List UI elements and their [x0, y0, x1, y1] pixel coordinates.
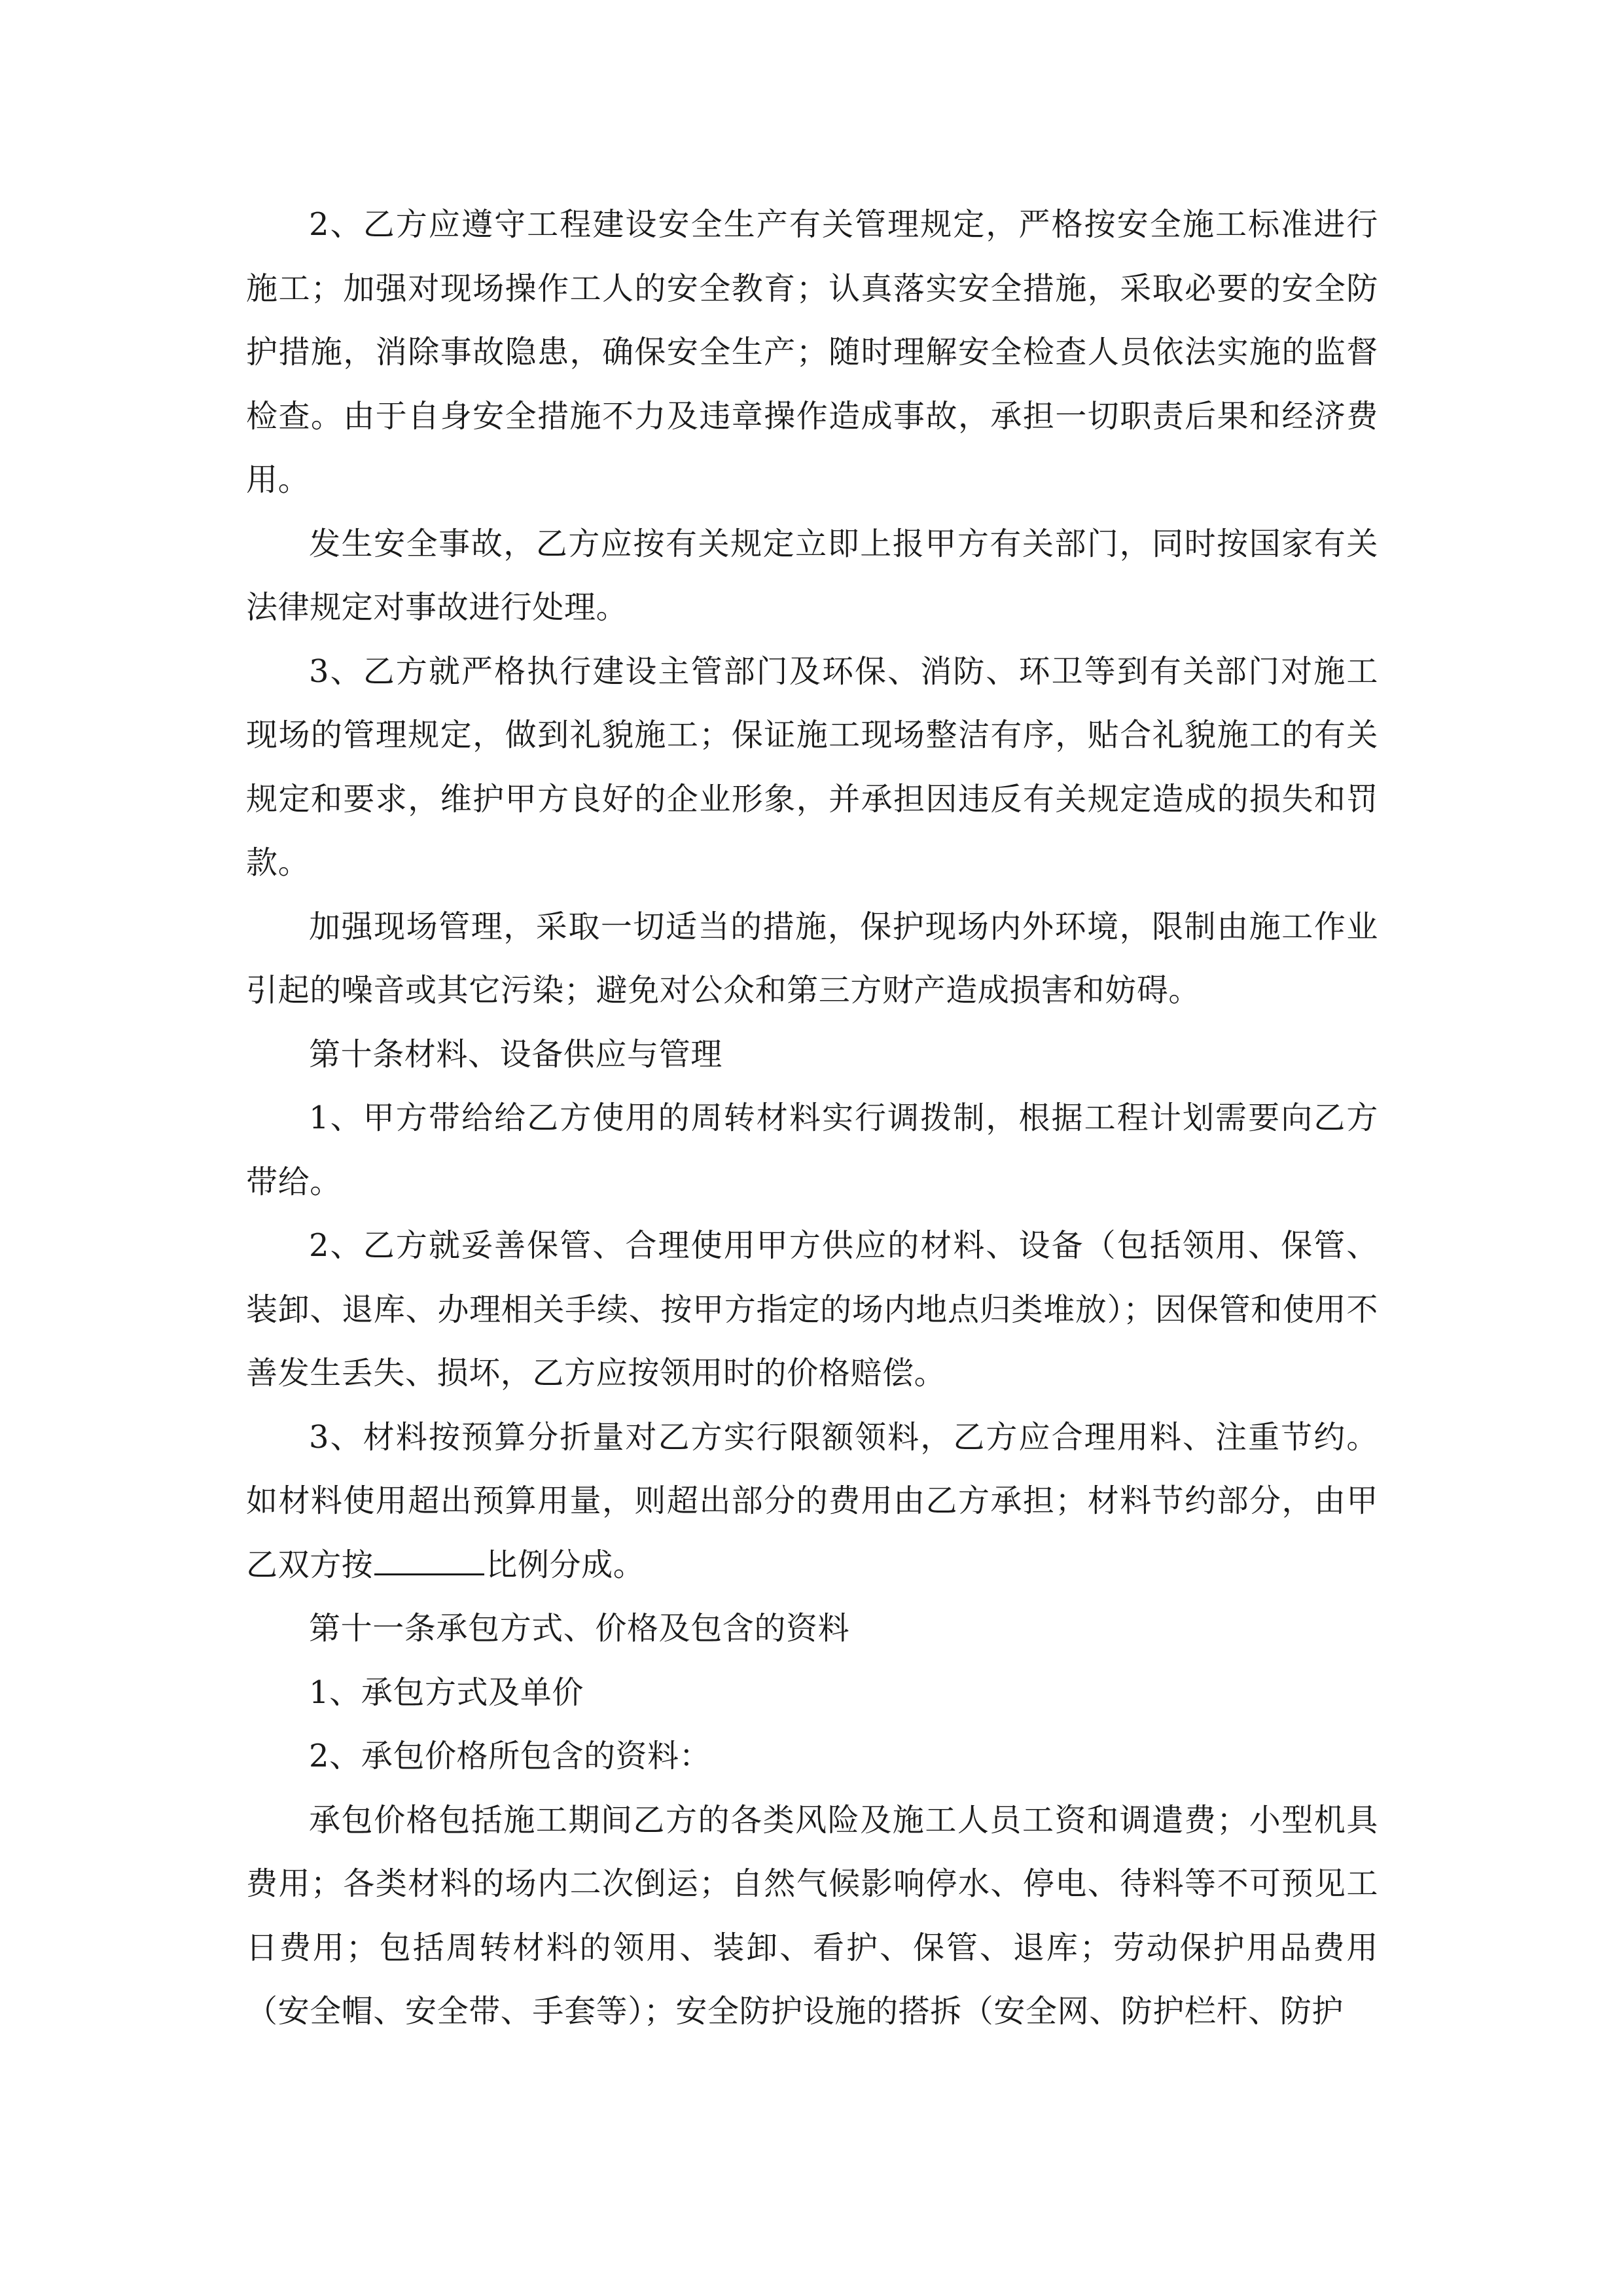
- paragraph-safety-rules: 2、乙方应遵守工程建设安全生产有关管理规定，严格按安全施工标准进行施工；加强对现场操作工人的安全教育；认真落实安全措施，采取必要的安全防护措施，消除事故隐患，确保安全生产；随时理解安全检查人员依法实施的监督检查。由于自身安全措施不力及违章操作造成事故，承担一切职责后果和经济费用。: [246, 206, 1378, 498]
- paragraph-site-management-rules: 3、乙方就严格执行建设主管部门及环保、消防、环卫等到有关部门对施工现场的管理规定，做到礼貌施工；保证施工现场整洁有序，贴合礼貌施工的有关规定和要求，维护甲方良好的企业形象，并承担因违反有关规定造成的损失和罚款。: [246, 653, 1378, 881]
- paragraph-contract-method: 1、承包方式及单价: [309, 1674, 584, 1711]
- paragraph-environment-protection: 加强现场管理，采取一切适当的措施，保护现场内外环境，限制由施工作业引起的噪音或其它污染；避免对公众和第三方财产造成损害和妨碍。: [246, 908, 1378, 1009]
- material-quota-text: 3、材料按预算分折量对乙方实行限额领料，乙方应合理用料、注重节约。如材料使用超出预算用量，则超出部分的费用由乙方承担；材料节约部分，由甲乙双方按: [246, 1418, 1378, 1583]
- paragraph-price-contents-title: 2、承包价格所包含的资料：: [309, 1738, 711, 1774]
- document-body: [246, 193, 1378, 2044]
- ratio-blank-line: [374, 1545, 484, 1575]
- heading-article-11: 第十一条承包方式、价格及包含的资料: [309, 1610, 850, 1647]
- paragraph-accident-report: 发生安全事故，乙方应按有关规定立即上报甲方有关部门，同时按国家有关法律规定对事故进行处理。: [246, 525, 1378, 626]
- paragraph-material-quota: [246, 1406, 1378, 1598]
- paragraph-material-custody: 2、乙方就妥善保管、合理使用甲方供应的材料、设备（包括领用、保管、装卸、退库、办理相关手续、按甲方指定的场内地点归类堆放）；因保管和使用不善发生丢失、损坏，乙方应按领用时的价格赔偿。: [246, 1227, 1378, 1391]
- heading-article-10: 第十条材料、设备供应与管理: [309, 1035, 722, 1073]
- paragraph-price-contents: 承包价格包括施工期间乙方的各类风险及施工人员工资和调遣费；小型机具费用；各类材料的场内二次倒运；自然气候影响停水、停电、待料等不可预见工日费用；包括周转材料的领用、装卸、看护、保管、退库；劳动保护用品费用（安全帽、安全带、手套等）；安全防护设施的搭拆（安全网、防护栏杆、防护: [246, 1801, 1378, 2030]
- material-quota-text-end: 比例分成。: [486, 1546, 645, 1583]
- paragraph-material-supply: 1、甲方带给给乙方使用的周转材料实行调拨制，根据工程计划需要向乙方带给。: [246, 1100, 1378, 1200]
